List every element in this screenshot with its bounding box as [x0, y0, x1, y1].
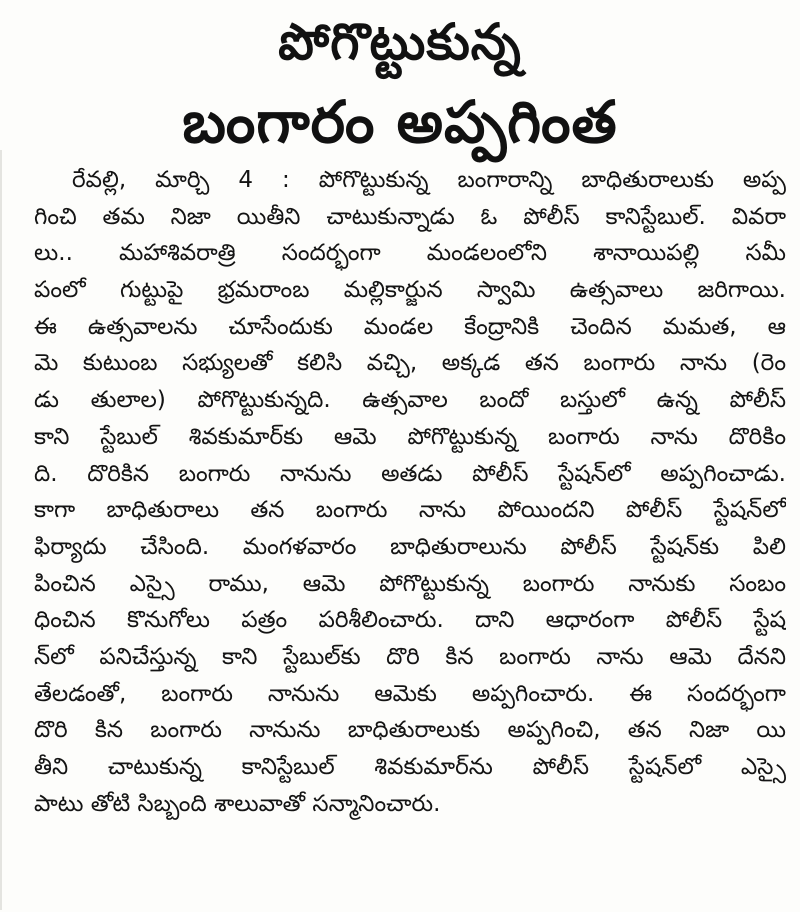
body-line: గించి తమ నిజా యితీని చాటుకున్నాడు ఓ పోలీస్ కానిస్టేబుల్. వివరా — [34, 203, 786, 230]
body-line: తేలడంతో, బంగారు నానును ఆమెకు అప్పగించారు. ఈ సందర్భంగా — [34, 680, 786, 707]
headline-line-1: పోగొట్టుకున్న — [278, 13, 522, 71]
body-line: పంలో గుట్టుపై భ్రమరాంబ మల్లికార్జున స్వామి ఉత్సవాలు జరిగాయి. — [34, 277, 786, 304]
body-line: ఈ ఉత్సవాలను చూసేందుకు మండల కేంద్రానికి చెందిన మమత, ఆ — [34, 313, 786, 340]
body-line: రేవల్లి, మార్చి 4 : పోగొట్టుకున్న బంగారాన్ని బాధితురాలుకు అప్ప — [72, 167, 786, 193]
body-line: ధించిన కొనుగోలు పత్రం పరిశీలించారు. దాని ఆధారంగా పోలీస్ స్టేష — [34, 607, 786, 634]
body-line: న్‌లో పనిచేస్తున్న కాని స్టేబుల్‌కు దొరి కిన బంగారు నాను ఆమె దేనని — [34, 643, 786, 670]
body-line: దొరి కిన బంగారు నానును బాధితురాలుకు అప్పగించి, తన నిజా యి — [34, 717, 786, 744]
body-line: కాని స్టేబుల్ శివకుమార్‌కు ఆమె పోగొట్టుకున్న బంగారు నాను దొరికిం — [34, 423, 786, 450]
body-line: మె కుటుంబ సభ్యులతో కలిసి వచ్చి, అక్కడ తన బంగారు నాను (రెం — [34, 350, 786, 377]
body-line: తీని చాటుకున్న కానిస్టేబుల్ శివకుమార్‌ను పోలీస్ స్టేషన్‌లో ఎస్సై — [34, 754, 786, 780]
column-rule — [0, 150, 2, 910]
article-body — [34, 162, 786, 822]
body-line: లు.. మహాశివరాత్రి సందర్భంగా మండలంలోని శానాయిపల్లి సమీ — [34, 240, 786, 267]
body-line: పించిన ఎస్సై రాము, ఆమె పోగొట్టుకున్న బంగారు నానుకు సంబం — [34, 570, 786, 597]
body-line: ది. దొరికిన బంగారు నానును అతడు పోలీస్ స్టేషన్‌లో అప్పగించాడు. — [34, 460, 786, 487]
headline-line-2: బంగారం అప్పగింత — [182, 88, 618, 156]
body-line: డు తులాల) పోగొట్టుకున్నది. ఉత్సవాల బందో బస్తులో ఉన్న పోలీస్ — [34, 387, 786, 414]
body-line: ఫిర్యాదు చేసింది. మంగళవారం బాధితురాలును పోలీస్ స్టేషన్‌కు పిలి — [34, 533, 786, 560]
body-line: కాగా బాధితురాలు తన బంగారు నాను పోయిందని పోలీస్ స్టేషన్‌లో — [34, 497, 786, 524]
body-line: పాటు తోటి సిబ్బంది శాలువాతో సన్మానించారు. — [34, 790, 441, 817]
